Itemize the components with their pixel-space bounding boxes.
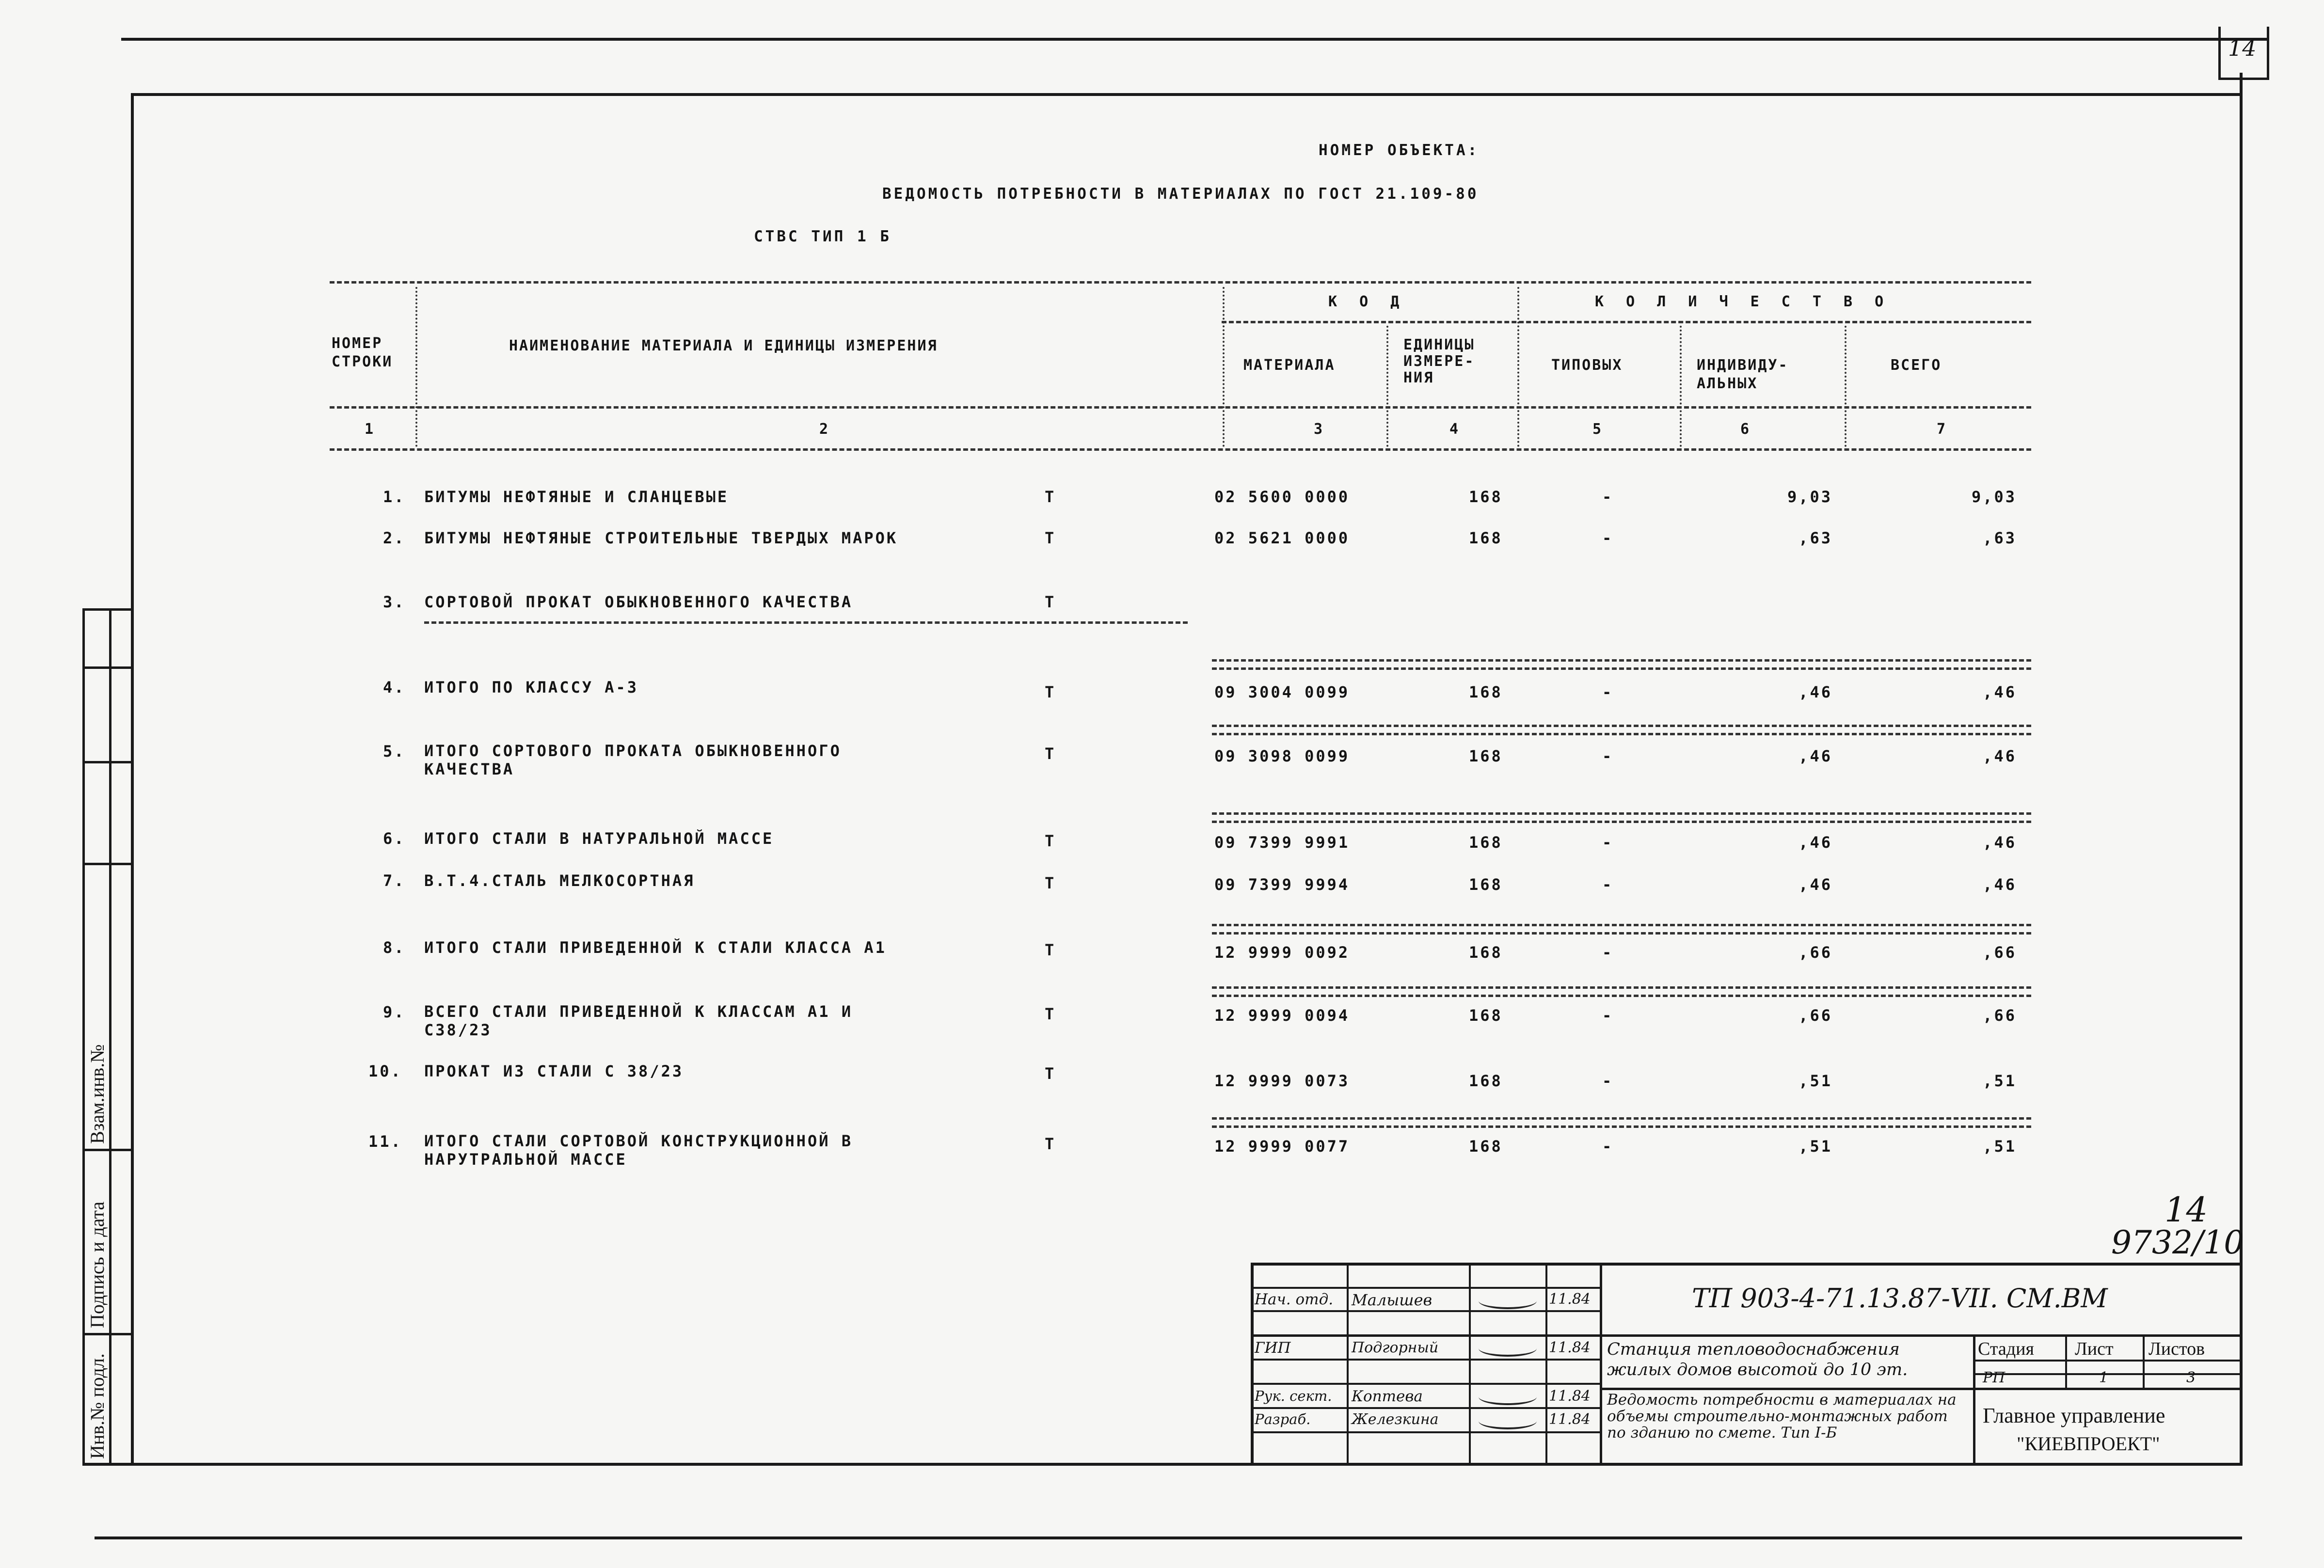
row-4-code: 09 3004 0099: [1214, 683, 1350, 701]
row-4-unit-code: 168: [1469, 683, 1503, 701]
side-strip-div5: [82, 1333, 133, 1335]
side-strip-top: [82, 608, 133, 611]
stamp-h1: [1251, 1287, 1600, 1289]
inner-left-line: [131, 93, 134, 1465]
row-2-typical: -: [1602, 529, 1614, 547]
row-11-code: 12 9999 0077: [1214, 1137, 1350, 1156]
stamp-signature-4: [1479, 1413, 1537, 1429]
numbers-bottom-rule: [330, 448, 2031, 451]
header-bottom-rule: [330, 406, 2031, 409]
stamp-name-1: Малышев: [1352, 1291, 1433, 1309]
col-header-typical: ТИПОВЫХ: [1551, 357, 1623, 374]
row-8-double-rule: [1212, 924, 2031, 934]
side-strip-div4: [82, 1149, 133, 1151]
row-10-unit-code: 168: [1469, 1072, 1503, 1090]
row-2-total: ,63: [1983, 529, 2017, 547]
page-number-box-left: [2218, 27, 2221, 80]
stamp-info-h1: [1973, 1360, 2240, 1362]
stamp-name-2: Подгорный: [1352, 1339, 1439, 1356]
row-5-no: 5.: [383, 742, 406, 760]
side-label-inv-orig: Инв.№ подл.: [86, 1353, 108, 1459]
stamp-v1: [1347, 1263, 1349, 1465]
stamp-h3: [1251, 1334, 2240, 1337]
col-number-5: 5: [1592, 421, 1603, 438]
col-header-individual: ИНДИВИДУ- АЛЬНЫХ: [1697, 357, 1789, 392]
side-label-replace-inv: Взам.инв.№: [86, 1044, 108, 1144]
row-7-individual: ,46: [1799, 875, 1832, 894]
col-number-7: 7: [1937, 421, 1947, 438]
row-10-individual: ,51: [1799, 1072, 1832, 1090]
row-1-individual: 9,03: [1787, 488, 1832, 506]
row-7-unit: Т: [1045, 874, 1056, 892]
row-7-typical: -: [1602, 875, 1614, 894]
stamp-info-v1: [2065, 1334, 2067, 1389]
col-header-row-no: НОМЕР СТРОКИ: [332, 335, 393, 370]
row-5-double-rule: [1212, 725, 2031, 735]
stamp-date-2: 11.84: [1549, 1339, 1591, 1356]
row-2-unit-code: 168: [1469, 529, 1503, 547]
row-4-unit: Т: [1045, 683, 1056, 701]
row-6-unit: Т: [1045, 832, 1056, 850]
row-4-total: ,46: [1983, 683, 2017, 701]
row-11-unit-code: 168: [1469, 1137, 1503, 1156]
row-6-unit-code: 168: [1469, 833, 1503, 852]
row-11-double-rule: [1212, 1117, 2031, 1128]
row-2-no: 2.: [383, 529, 406, 547]
stamp-signature-3: [1479, 1389, 1537, 1405]
row-5-unit: Т: [1045, 744, 1056, 763]
row-9-typical: -: [1602, 1006, 1614, 1025]
stamp-doc-code: ТП 903-4-71.13.87-VII. СМ.ВМ: [1692, 1283, 2108, 1314]
row-3-underline: [424, 621, 1188, 624]
side-label-sign-date: Подпись и дата: [86, 1201, 108, 1328]
row-9-total: ,66: [1983, 1006, 2017, 1025]
row-8-typical: -: [1602, 943, 1614, 962]
stamp-date-1: 11.84: [1549, 1291, 1591, 1308]
side-strip-div2: [82, 761, 133, 763]
row-2-unit: Т: [1045, 529, 1056, 547]
col-header-total: ВСЕГО: [1891, 357, 1942, 374]
row-8-total: ,66: [1983, 943, 2017, 962]
side-strip-div3: [82, 863, 133, 865]
row-9-code: 12 9999 0094: [1214, 1006, 1350, 1025]
page-number-box-right: [2267, 27, 2269, 80]
hdr-sep-1: [415, 287, 419, 447]
title-block: [1251, 1263, 2240, 1465]
row-11-individual: ,51: [1799, 1137, 1832, 1156]
stamp-sheets-value: 3: [2186, 1369, 2196, 1386]
row-1-typical: -: [1602, 488, 1614, 506]
row-1-total: 9,03: [1971, 488, 2017, 506]
row-9-double-rule: [1212, 986, 2031, 997]
row-3-name: СОРТОВОЙ ПРОКАТ ОБЫКНОВЕННОГО КАЧЕСТВА: [424, 593, 853, 611]
stamp-org-line2: "КИЕВПРОЕКТ": [2017, 1433, 2160, 1455]
row-2-code: 02 5621 0000: [1214, 529, 1350, 547]
col-header-code-group: К О Д: [1328, 293, 1406, 310]
col-number-2: 2: [819, 421, 830, 438]
stamp-project-title: Станция тепловодоснабжения жилых домов высотой до 10 эт.: [1607, 1340, 1908, 1379]
row-11-name: ИТОГО СТАЛИ СОРТОВОЙ КОНСТРУКЦИОННОЙ В НАРУТРАЛЬНОЙ МАССЕ: [424, 1132, 853, 1169]
stamp-sheet-title: Ведомость потребности в материалах на объемы строительно-монтажных работ по зданию по смете. Тип I-Б: [1607, 1391, 1957, 1441]
stamp-stage-label: Стадия: [1978, 1339, 2034, 1359]
row-3-no: 3.: [383, 593, 406, 611]
object-number-label: НОМЕР ОБЪЕКТА:: [1319, 142, 1480, 159]
row-7-code: 09 7399 9994: [1214, 875, 1350, 894]
col-number-3: 3: [1314, 421, 1324, 438]
side-strip-mid: [109, 608, 111, 1465]
row-10-unit: Т: [1045, 1064, 1056, 1083]
col-number-6: 6: [1740, 421, 1751, 438]
row-6-total: ,46: [1983, 833, 2017, 852]
table-top-rule: [330, 281, 2031, 284]
code-group-rule: [1222, 321, 2031, 323]
page-number-box-bottom: [2218, 78, 2269, 80]
inner-top-line: [131, 93, 2242, 96]
row-9-no: 9.: [383, 1003, 406, 1021]
stamp-role-1: Нач. отд.: [1255, 1291, 1334, 1308]
stamp-v3: [1545, 1263, 1547, 1465]
row-4-typical: -: [1602, 683, 1614, 701]
stamp-name-3: Коптева: [1352, 1388, 1423, 1405]
statement-title: ВЕДОМОСТЬ ПОТРЕБНОСТИ В МАТЕРИАЛАХ ПО ГОСТ 21.109-80: [882, 185, 1479, 203]
row-4-name: ИТОГО ПО КЛАССУ А-3: [424, 678, 639, 697]
row-8-unit-code: 168: [1469, 943, 1503, 962]
row-8-code: 12 9999 0092: [1214, 943, 1350, 962]
row-1-unit: Т: [1045, 488, 1056, 506]
col-header-unit-code: ЕДИНИЦЫ ИЗМЕРЕ- НИЯ: [1403, 336, 1475, 386]
row-11-typical: -: [1602, 1137, 1614, 1156]
stamp-date-3: 11.84: [1549, 1388, 1591, 1405]
row-8-unit: Т: [1045, 941, 1056, 959]
side-strip-left: [82, 608, 85, 1465]
hdr-sep-6: [1845, 326, 1848, 447]
col-header-name: НАИМЕНОВАНИЕ МАТЕРИАЛА И ЕДИНИЦЫ ИЗМЕРЕНИЯ: [509, 337, 938, 354]
row-6-code: 09 7399 9991: [1214, 833, 1350, 852]
row-6-typical: -: [1602, 833, 1614, 852]
stamp-role-2: ГИП: [1255, 1339, 1291, 1357]
col-number-4: 4: [1449, 421, 1460, 438]
row-10-typical: -: [1602, 1072, 1614, 1090]
row-7-unit-code: 168: [1469, 875, 1503, 894]
row-7-name: В.Т.4.СТАЛЬ МЕЛКОСОРТНАЯ: [424, 871, 695, 890]
stamp-signature-2: [1479, 1340, 1537, 1357]
row-9-individual: ,66: [1799, 1006, 1832, 1025]
row-5-typical: -: [1602, 747, 1614, 765]
row-7-no: 7.: [383, 871, 406, 890]
bottom-frame-line: [95, 1536, 2242, 1539]
side-strip-div1: [82, 666, 133, 669]
row-11-no: 11.: [368, 1132, 402, 1151]
handwritten-sheet-number: 14: [2165, 1190, 2208, 1230]
row-6-individual: ,46: [1799, 833, 1832, 852]
row-10-no: 10.: [368, 1062, 402, 1080]
row-6-name: ИТОГО СТАЛИ В НАТУРАЛЬНОЙ МАССЕ: [424, 829, 774, 848]
row-9-unit-code: 168: [1469, 1006, 1503, 1025]
row-11-total: ,51: [1983, 1137, 2017, 1156]
stamp-info-v2: [2143, 1334, 2145, 1389]
row-2-name: БИТУМЫ НЕФТЯНЫЕ СТРОИТЕЛЬНЫЕ ТВЕРДЫХ МАРОК: [424, 529, 898, 547]
row-10-name: ПРОКАТ ИЗ СТАЛИ С 38/23: [424, 1062, 684, 1080]
stamp-v2: [1469, 1263, 1471, 1465]
hdr-sep-3: [1386, 326, 1390, 447]
stamp-top: [1251, 1263, 2240, 1266]
top-frame-line: [121, 38, 2269, 41]
row-5-total: ,46: [1983, 747, 2017, 765]
stamp-sheet-value: 1: [2099, 1369, 2109, 1386]
col-header-material: МАТЕРИАЛА: [1243, 357, 1336, 374]
row-4-no: 4.: [383, 678, 406, 697]
row-4-individual: ,46: [1799, 683, 1832, 701]
stamp-stage-value: РП: [1983, 1369, 2006, 1386]
hdr-sep-4: [1517, 287, 1521, 447]
row-1-unit-code: 168: [1469, 488, 1503, 506]
row-10-code: 12 9999 0073: [1214, 1072, 1350, 1090]
row-1-no: 1.: [383, 488, 406, 506]
row-5-individual: ,46: [1799, 747, 1832, 765]
stamp-h6: [1251, 1407, 1600, 1409]
object-type: СТВС ТИП 1 Б: [754, 228, 891, 245]
stamp-h7: [1251, 1431, 1600, 1433]
row-9-name: ВСЕГО СТАЛИ ПРИВЕДЕННОЙ К КЛАССАМ А1 И С38/23: [424, 1002, 853, 1039]
row-4-double-rule: [1212, 659, 2031, 670]
stamp-h2: [1251, 1310, 1600, 1312]
row-11-unit: Т: [1045, 1135, 1056, 1153]
row-5-code: 09 3098 0099: [1214, 747, 1350, 765]
handwritten-archive-number: 9732/10: [2111, 1224, 2244, 1261]
row-8-individual: ,66: [1799, 943, 1832, 962]
row-3-unit: Т: [1045, 593, 1056, 611]
stamp-date-4: 11.84: [1549, 1411, 1591, 1428]
row-7-total: ,46: [1983, 875, 2017, 894]
stamp-role-3: Рук. сект.: [1255, 1388, 1332, 1404]
row-5-name: ИТОГО СОРТОВОГО ПРОКАТА ОБЫКНОВЕННОГО КАЧЕСТВА: [424, 742, 842, 778]
row-6-no: 6.: [383, 829, 406, 848]
stamp-sheet-label: Лист: [2075, 1339, 2114, 1359]
page-number: 14: [2228, 35, 2257, 61]
row-6-double-rule: [1212, 812, 2031, 823]
row-10-total: ,51: [1983, 1072, 2017, 1090]
col-header-qty-group: К О Л И Ч Е С Т В О: [1595, 293, 1891, 310]
col-number-1: 1: [365, 421, 375, 438]
row-8-no: 8.: [383, 938, 406, 957]
hdr-sep-5: [1680, 326, 1684, 447]
stamp-name-4: Железкина: [1352, 1411, 1439, 1428]
stamp-h5: [1251, 1383, 1600, 1385]
stamp-sheets-label: Листов: [2149, 1339, 2205, 1359]
row-1-name: БИТУМЫ НЕФТЯНЫЕ И СЛАНЦЕВЫЕ: [424, 488, 729, 506]
stamp-role-4: Разраб.: [1255, 1411, 1311, 1427]
stamp-org-line1: Главное управление: [1983, 1404, 2165, 1427]
row-8-name: ИТОГО СТАЛИ ПРИВЕДЕННОЙ К СТАЛИ КЛАССА А1: [424, 938, 887, 957]
stamp-left: [1251, 1263, 1254, 1465]
stamp-signature-1: [1479, 1293, 1537, 1309]
hdr-sep-2: [1223, 287, 1226, 447]
stamp-h4: [1251, 1359, 1600, 1361]
row-1-code: 02 5600 0000: [1214, 488, 1350, 506]
stamp-right-v1: [1973, 1334, 1975, 1465]
row-9-unit: Т: [1045, 1005, 1056, 1023]
stamp-v4: [1600, 1263, 1602, 1465]
row-2-individual: ,63: [1799, 529, 1832, 547]
row-5-unit-code: 168: [1469, 747, 1503, 765]
